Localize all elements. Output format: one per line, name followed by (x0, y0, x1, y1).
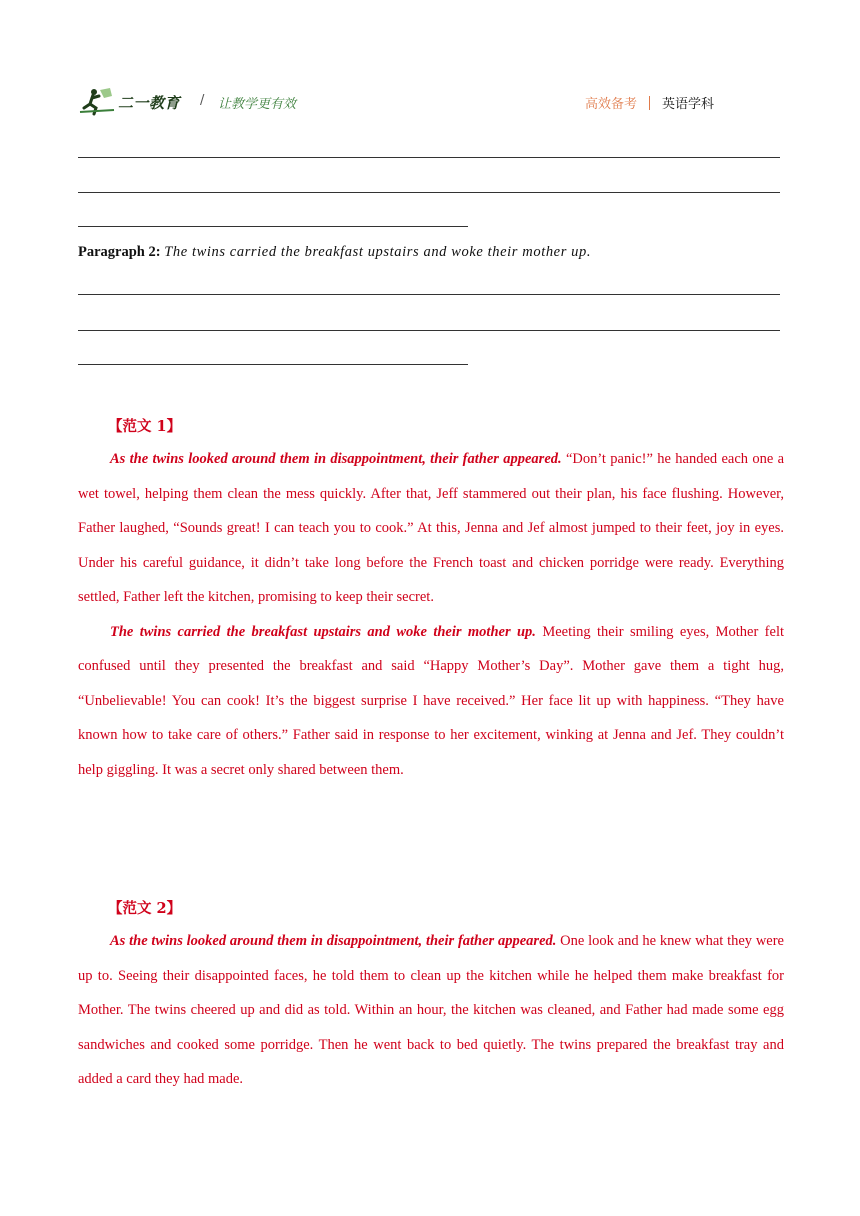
sample-1-p2-body: Meeting their smiling eyes, Mother felt confused until they presented the breakfast and said “Happy Mother’s Day”. Mother gave them a tight hug, “Unbelievable! You can cook! It’s the biggest surprise I have received.” Her face lit up with happiness. “They have known how to take care of others.” Father said in response to her excitement, winking at Jenna and Jef. They couldn’t help giggling. It was a secret only shared between them. (78, 623, 785, 778)
runner-logo-icon (78, 86, 116, 118)
sample-1-p2-lead: The twins carried the breakfast upstairs and woke their mother up. (110, 623, 536, 640)
sample-2-p1-body: One look and he knew what they were up to. Seeing their disappointed faces, he told them to clean up the kitchen while he helped them make breakfast for Mother. The twins cheered up and did as told. Within an hour, the kitchen was cleaned, and Father had made some egg sandwiches and cooked some porridge. Then he went back to bed quietly. The twins prepared the breakfast tray and added a card they had made. (78, 933, 784, 1087)
paragraph-prompt-text: The twins carried the breakfast upstairs and woke their mother up. (164, 244, 592, 260)
slogan-separator: / (200, 93, 205, 108)
answer-line (78, 192, 780, 193)
answer-line (78, 330, 780, 331)
answer-line (78, 294, 780, 295)
logo (78, 84, 180, 120)
slogan: 让教学更有效 (218, 97, 297, 112)
header-subject (585, 93, 714, 112)
sample-2-paragraph-1 (78, 924, 784, 1097)
header-divider (649, 96, 650, 110)
paragraph-2-prompt (78, 244, 591, 261)
page-header (78, 84, 780, 120)
sample-1-p1-body: “Don’t panic!” he handed each one a wet towel, helping them clean the mess quickly. After that, Jeff stammered out their plan, his face flushing. However, Father laughed, “Sounds great! I can teach you to cook.” At this, Jenna and Jef almost jumped to their feet, joy in eyes. Under his careful guidance, it didn’t take long before the French toast and chicken porridge were ready. Everything settled, Father left the kitchen, promising to keep their secret. (78, 451, 785, 605)
header-subject-name: 英语学科 (661, 97, 714, 112)
sample-1-essay (78, 442, 784, 787)
sample-1-paragraph-1 (78, 442, 784, 615)
paragraph-label: Paragraph 2: (78, 244, 161, 260)
header-exam-prep: 高效备考 (584, 97, 637, 112)
sample-2-title: 【范文 2】 (108, 900, 182, 917)
sample-1-p1-lead: As the twins looked around them in disappointment, their father appeared. (110, 451, 562, 467)
sample-1-title: 【范文 1】 (108, 418, 182, 435)
logo-text: 二一教育 (118, 93, 181, 112)
answer-line (78, 364, 468, 365)
answer-line (78, 157, 780, 158)
sample-2-essay (78, 924, 784, 1097)
sample-1-paragraph-2 (78, 615, 784, 788)
answer-line (78, 226, 468, 227)
sample-2-p1-lead: As the twins looked around them in disappointment, their father appeared. (110, 933, 557, 949)
